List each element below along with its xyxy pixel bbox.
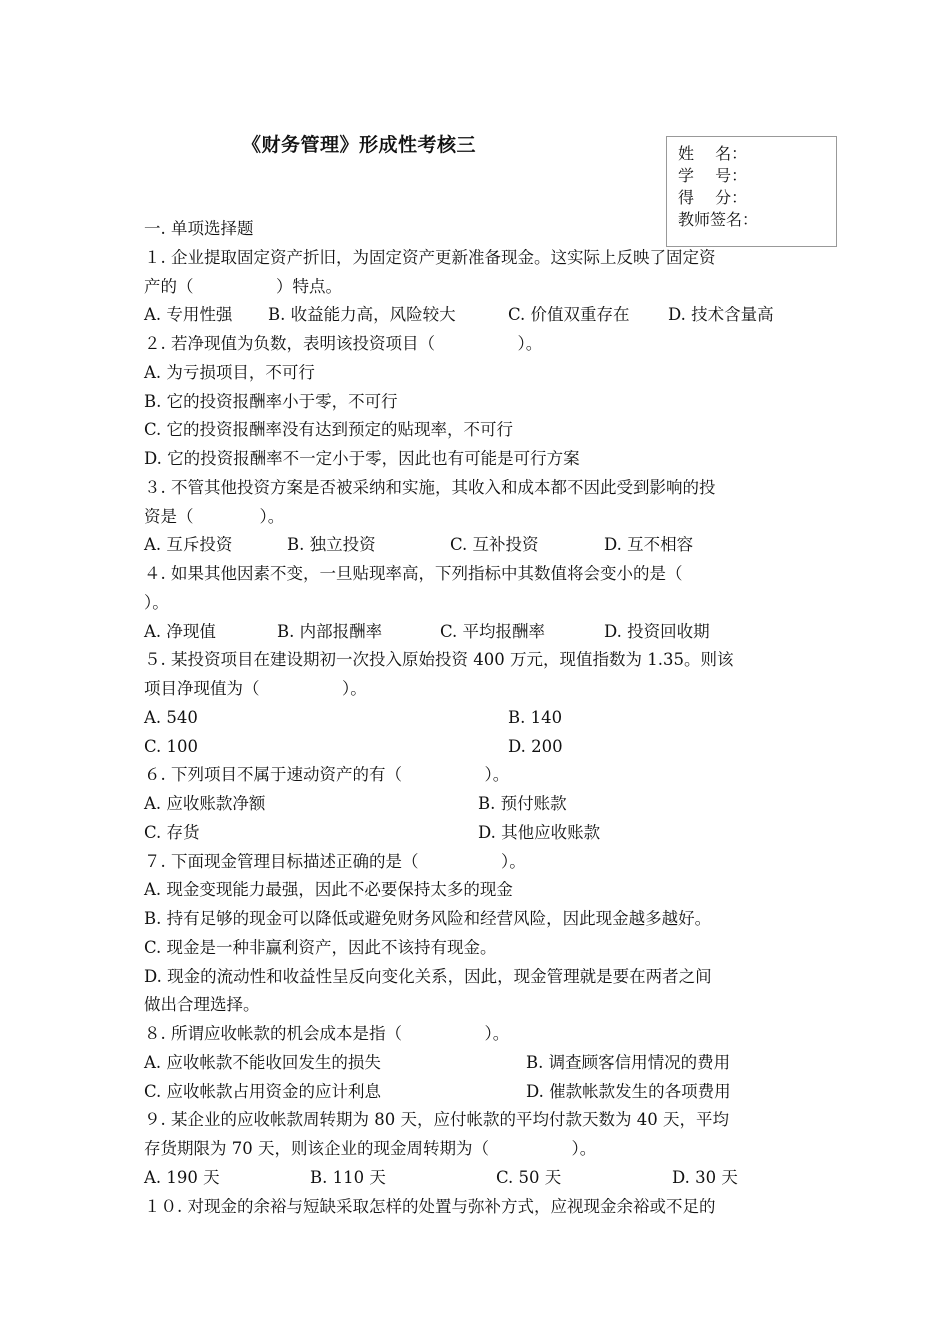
question-stem-line: ８. 所谓应收帐款的机会成本是指（ ）。 [144, 1024, 510, 1043]
question-stem-line: ５. 某投资项目在建设期初一次投入原始投资 400 万元，现值指数为 1.35。则该 [144, 650, 734, 670]
answer-option: B. 预付账款 [478, 794, 567, 813]
option-row [144, 819, 814, 848]
question-stem-line: 产的（ ）特点。 [144, 276, 342, 296]
exam-title: 《财务管理》形成性考核三 [242, 134, 477, 156]
option-row [144, 733, 814, 762]
option-row [144, 359, 814, 388]
answer-option: B. 独立投资 [287, 535, 376, 555]
section-heading: 一. 单项选择题 [144, 219, 254, 238]
answer-option: A. 净现值 [144, 621, 216, 641]
answer-option: A. 应收帐款不能收回发生的损失 [144, 1052, 381, 1072]
answer-option: B. 收益能力高，风险较大 [268, 305, 456, 325]
answer-option: A. 190 天 [144, 1167, 220, 1187]
questions-container [144, 244, 814, 1222]
question-stem-line: ２. 若净现值为负数，表明该投资项目（ ）。 [144, 334, 543, 353]
option-row [144, 1049, 814, 1078]
answer-option: D. 其他应收账款 [478, 822, 601, 842]
name-field-label: 姓 名： [678, 144, 748, 163]
student-id-field-label: 学 号： [678, 166, 748, 185]
answer-option: A. 专用性强 [144, 305, 233, 325]
question-stem-line: １. 企业提取固定资产折旧，为固定资产更新准备现金。这实际上反映了固定资 [144, 247, 716, 267]
answer-option: B. 140 [508, 707, 563, 727]
option-row [144, 301, 814, 330]
answer-option: B. 调查顾客信用情况的费用 [526, 1052, 731, 1072]
answer-option: D. 技术含量高 [668, 305, 774, 325]
teacher-signature-field-label: 教师签名： [678, 210, 759, 229]
question-stem-line: 资是（ ）。 [144, 506, 285, 526]
answer-option: A. 现金变现能力最强，因此不必要保持太多的现金 [144, 880, 513, 900]
option-row [144, 416, 814, 445]
option-row [144, 934, 814, 963]
question-stem-line: １０. 对现金的余裕与短缺采取怎样的处置与弥补方式，应视现金余裕或不足的 [144, 1196, 716, 1216]
answer-option: C. 100 [144, 736, 199, 756]
option-row [144, 963, 814, 992]
answer-option: C. 现金是一种非赢利资产，因此不该持有现金。 [144, 937, 497, 957]
answer-option: B. 它的投资报酬率小于零，不可行 [144, 391, 398, 411]
option-row [144, 1078, 814, 1107]
option-row [144, 991, 814, 1020]
answer-option: A. 540 [144, 707, 198, 727]
answer-option: D. 200 [508, 736, 563, 756]
question-list [144, 215, 814, 1221]
answer-option: A. 互斥投资 [144, 535, 233, 555]
question-stem-line: 存货期限为 70 天，则该企业的现金周转期为（ ）。 [144, 1139, 597, 1158]
question-stem-line: ６. 下列项目不属于速动资产的有（ ）。 [144, 765, 510, 785]
question-stem-line: ４. 如果其他因素不变，一旦贴现率高，下列指标中其数值将会变小的是（ [144, 564, 683, 583]
answer-option: D. 30 天 [672, 1167, 738, 1187]
answer-option: C. 它的投资报酬率没有达到预定的贴现率，不可行 [144, 420, 514, 440]
answer-option: B. 持有足够的现金可以降低或避免财务风险和经营风险，因此现金越多越好。 [144, 909, 712, 928]
question-stem-line: ３. 不管其他投资方案是否被采纳和实施，其收入和成本都不因此受到影响的投 [144, 477, 716, 497]
option-row [144, 790, 814, 819]
option-row [144, 445, 814, 474]
option-row [144, 876, 814, 905]
answer-option: C. 平均报酬率 [440, 621, 546, 641]
question-stem-line: 项目净现值为（ ）。 [144, 679, 367, 698]
answer-option: D. 催款帐款发生的各项费用 [526, 1081, 731, 1101]
answer-option: C. 互补投资 [450, 535, 539, 555]
answer-option: D. 互不相容 [604, 535, 694, 555]
score-field-label: 得 分： [678, 188, 748, 207]
answer-option: D. 现金的流动性和收益性呈反向变化关系，因此，现金管理就是要在两者之间 [144, 966, 712, 986]
answer-option: D. 它的投资报酬率不一定小于零，因此也有可能是可行方案 [144, 449, 580, 468]
option-row [144, 704, 814, 733]
answer-option: B. 内部报酬率 [277, 621, 383, 641]
option-row [144, 531, 814, 560]
answer-option: C. 存货 [144, 822, 200, 842]
option-row [144, 1164, 814, 1193]
answer-option: D. 投资回收期 [604, 621, 710, 641]
answer-option: C. 50 天 [496, 1167, 562, 1187]
question-stem-line: ９. 某企业的应收帐款周转期为 80 天，应付帐款的平均付款天数为 40 天，平均 [144, 1110, 729, 1130]
answer-option: A. 为亏损项目，不可行 [144, 362, 315, 382]
answer-option: 做出合理选择。 [144, 995, 260, 1015]
question-stem-line: ７. 下面现金管理目标描述正确的是（ ）。 [144, 851, 526, 871]
option-row [144, 388, 814, 417]
option-row [144, 905, 814, 934]
answer-option: B. 110 天 [310, 1167, 386, 1187]
question-stem-line: ）。 [144, 592, 169, 612]
answer-option: C. 价值双重存在 [508, 305, 630, 325]
option-row [144, 618, 814, 647]
answer-option: C. 应收帐款占用资金的应计利息 [144, 1081, 382, 1101]
answer-option: A. 应收账款净额 [144, 794, 266, 813]
